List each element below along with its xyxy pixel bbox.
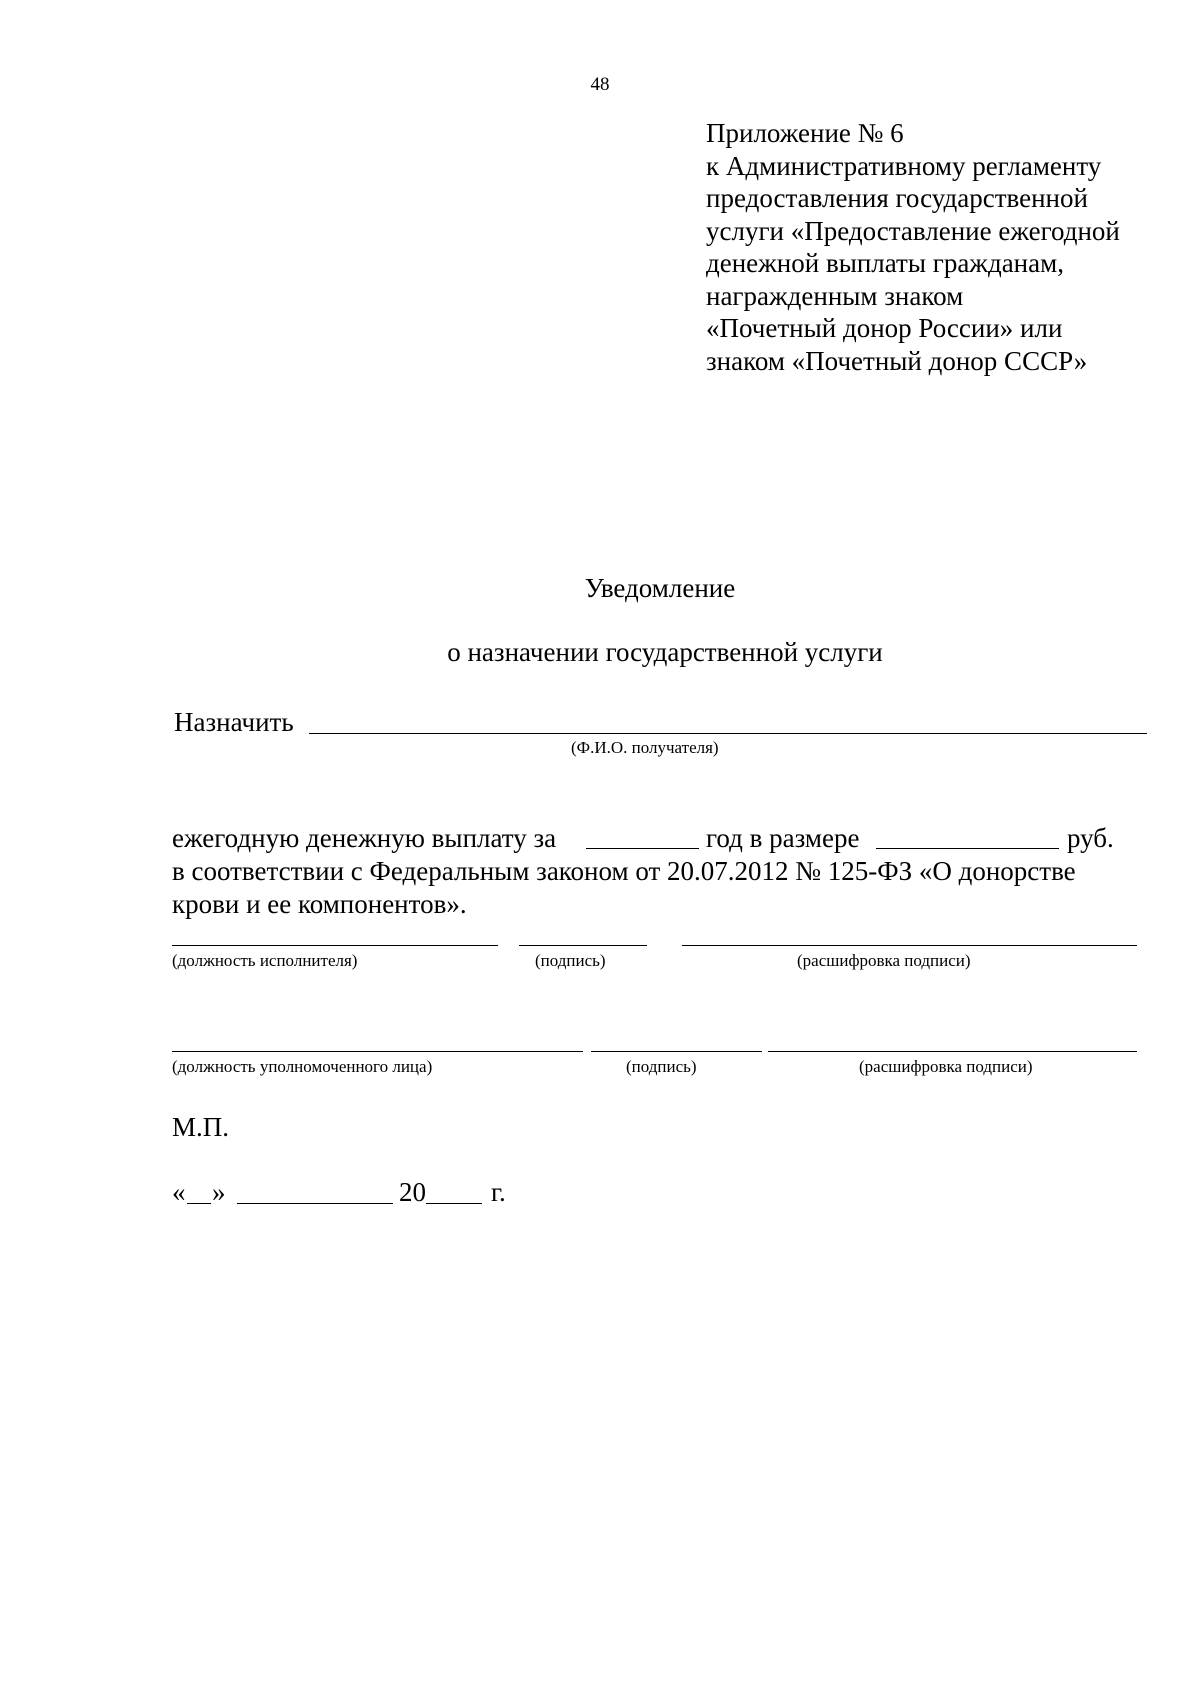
payment-text-line2: в соответствии с Федеральным законом от 20.07.2012 № 125-ФЗ «О донорстве (172, 856, 1076, 886)
payment-text-line3: крови и ее компонентов». (172, 889, 467, 919)
executor-position-field[interactable] (172, 945, 498, 946)
payment-year-field[interactable] (586, 848, 699, 849)
date-year-prefix: 20 (399, 1177, 426, 1207)
executor-signature-decoding-field[interactable] (682, 945, 1137, 946)
authorized-position-field[interactable] (172, 1051, 583, 1052)
appendix-line: услуги «Предоставление ежегодной (706, 215, 1120, 246)
date-open-quote: « (172, 1177, 186, 1207)
document-subtitle: о назначении государственной услуги (447, 637, 883, 667)
authorized-signature-caption: (подпись) (626, 1057, 697, 1076)
payment-text-part1: ежегодную денежную выплату за (172, 823, 557, 853)
executor-signature-caption: (подпись) (535, 951, 606, 970)
stamp-mark: М.П. (172, 1112, 230, 1142)
document-title: Уведомление (584, 573, 736, 603)
date-day-field[interactable] (187, 1203, 211, 1204)
appendix-line: к Административному регламенту (706, 150, 1102, 181)
date-close-quote: » (212, 1177, 226, 1207)
payment-amount-field[interactable] (876, 848, 1059, 849)
date-year-suffix: г. (491, 1177, 506, 1207)
page-number: 48 (590, 74, 610, 95)
appendix-heading (706, 117, 1120, 377)
authorized-decoding-caption: (расшифровка подписи) (859, 1057, 1033, 1076)
appendix-line: Приложение № 6 (706, 118, 904, 148)
appendix-line: денежной выплаты гражданам, (706, 248, 1064, 278)
authorized-signature-field[interactable] (591, 1051, 762, 1052)
assign-label: Назначить (174, 707, 294, 737)
recipient-name-field[interactable] (309, 733, 1147, 734)
appendix-line: награжденным знаком (706, 280, 964, 311)
appendix-line: знаком «Почетный донор СССР» (706, 345, 1088, 376)
executor-signature-field[interactable] (519, 945, 647, 946)
appendix-line: предоставления государственной (706, 183, 1088, 213)
date-year-field[interactable] (426, 1203, 482, 1204)
authorized-position-caption: (должность уполномоченного лица) (172, 1057, 433, 1076)
authorized-signature-decoding-field[interactable] (768, 1051, 1137, 1052)
date-month-field[interactable] (237, 1203, 393, 1204)
payment-text-part3: руб. (1067, 823, 1114, 853)
executor-position-caption: (должность исполнителя) (172, 951, 358, 970)
executor-decoding-caption: (расшифровка подписи) (797, 951, 971, 970)
appendix-line: «Почетный донор России» или (706, 313, 1063, 343)
payment-text-part2: год в размере (706, 823, 860, 853)
recipient-caption: (Ф.И.О. получателя) (571, 738, 719, 757)
